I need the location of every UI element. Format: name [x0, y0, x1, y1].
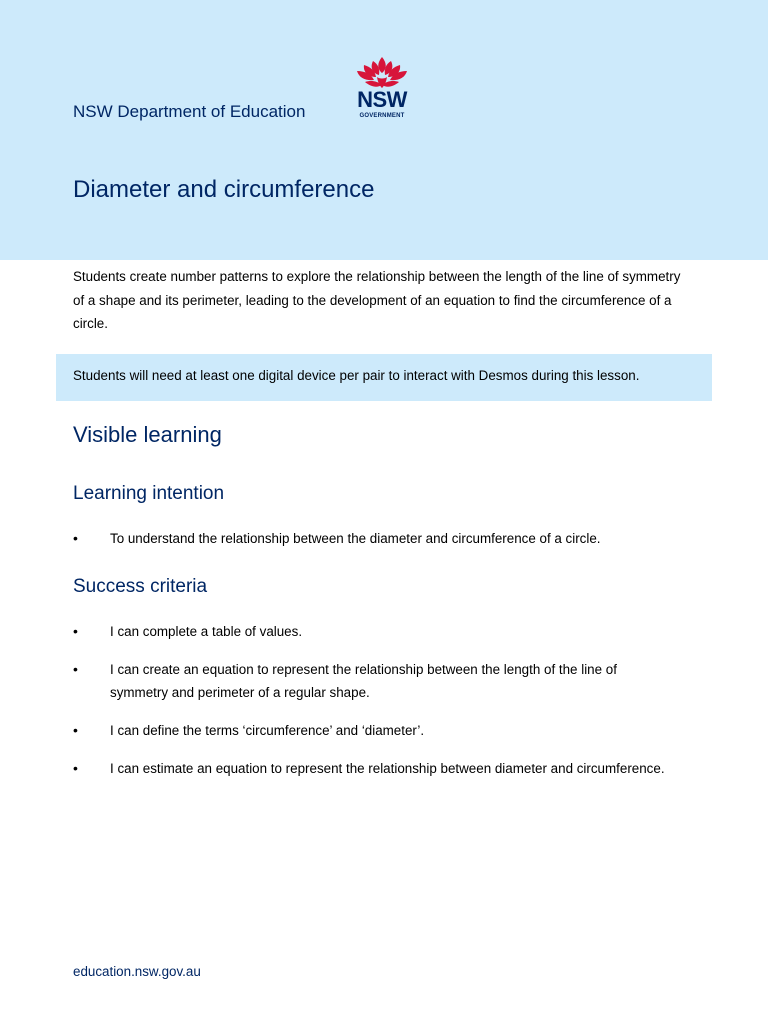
list-item [73, 757, 673, 780]
bullet-icon: • [73, 661, 78, 677]
footer-website-link[interactable]: education.nsw.gov.au [73, 964, 201, 979]
intro-paragraph: Students create number patterns to explore the relationship between the length of the line of symmetry of a shape and its perimeter, leading to the development of an equation to find the circumference of a circle. [73, 269, 681, 331]
list-item-text: I can create an equation to represent the relationship between the length of the line of symmetry and perimeter of a regular shape. [110, 662, 617, 700]
bullet-icon: • [73, 623, 78, 639]
device-callout [56, 354, 712, 401]
list-item-text: I can complete a table of values. [110, 624, 303, 639]
list-item-text: I can define the terms ‘circumference’ and ‘diameter’. [110, 723, 425, 738]
logo-wordmark: NSW [357, 87, 407, 112]
department-name: NSW Department of Education [73, 102, 306, 121]
list-item [73, 620, 673, 643]
learning-intention-list [73, 527, 673, 550]
list-item-text: To understand the relationship between the diameter and circumference of a circle. [110, 531, 601, 546]
bullet-icon: • [73, 530, 78, 546]
waratah-flower-logo [349, 55, 415, 91]
bullet-icon: • [73, 760, 78, 776]
success-criteria-heading: Success criteria [73, 576, 208, 597]
visible-learning-heading: Visible learning [73, 422, 222, 447]
learning-intention-heading: Learning intention [73, 483, 225, 504]
logo-subtext: GOVERNMENT [359, 113, 405, 119]
bullet-icon: • [73, 722, 78, 738]
success-criteria-list [73, 620, 673, 780]
list-item-text: I can estimate an equation to represent the relationship between diameter and circumference. [110, 761, 665, 776]
nsw-government-logo [349, 55, 415, 123]
page-title: Diameter and circumference [73, 176, 375, 203]
callout-text: Students will need at least one digital device per pair to interact with Desmos during this lesson. [73, 368, 640, 383]
list-item [73, 658, 673, 704]
list-item [73, 527, 673, 550]
list-item [73, 719, 673, 742]
header-banner [0, 0, 768, 260]
